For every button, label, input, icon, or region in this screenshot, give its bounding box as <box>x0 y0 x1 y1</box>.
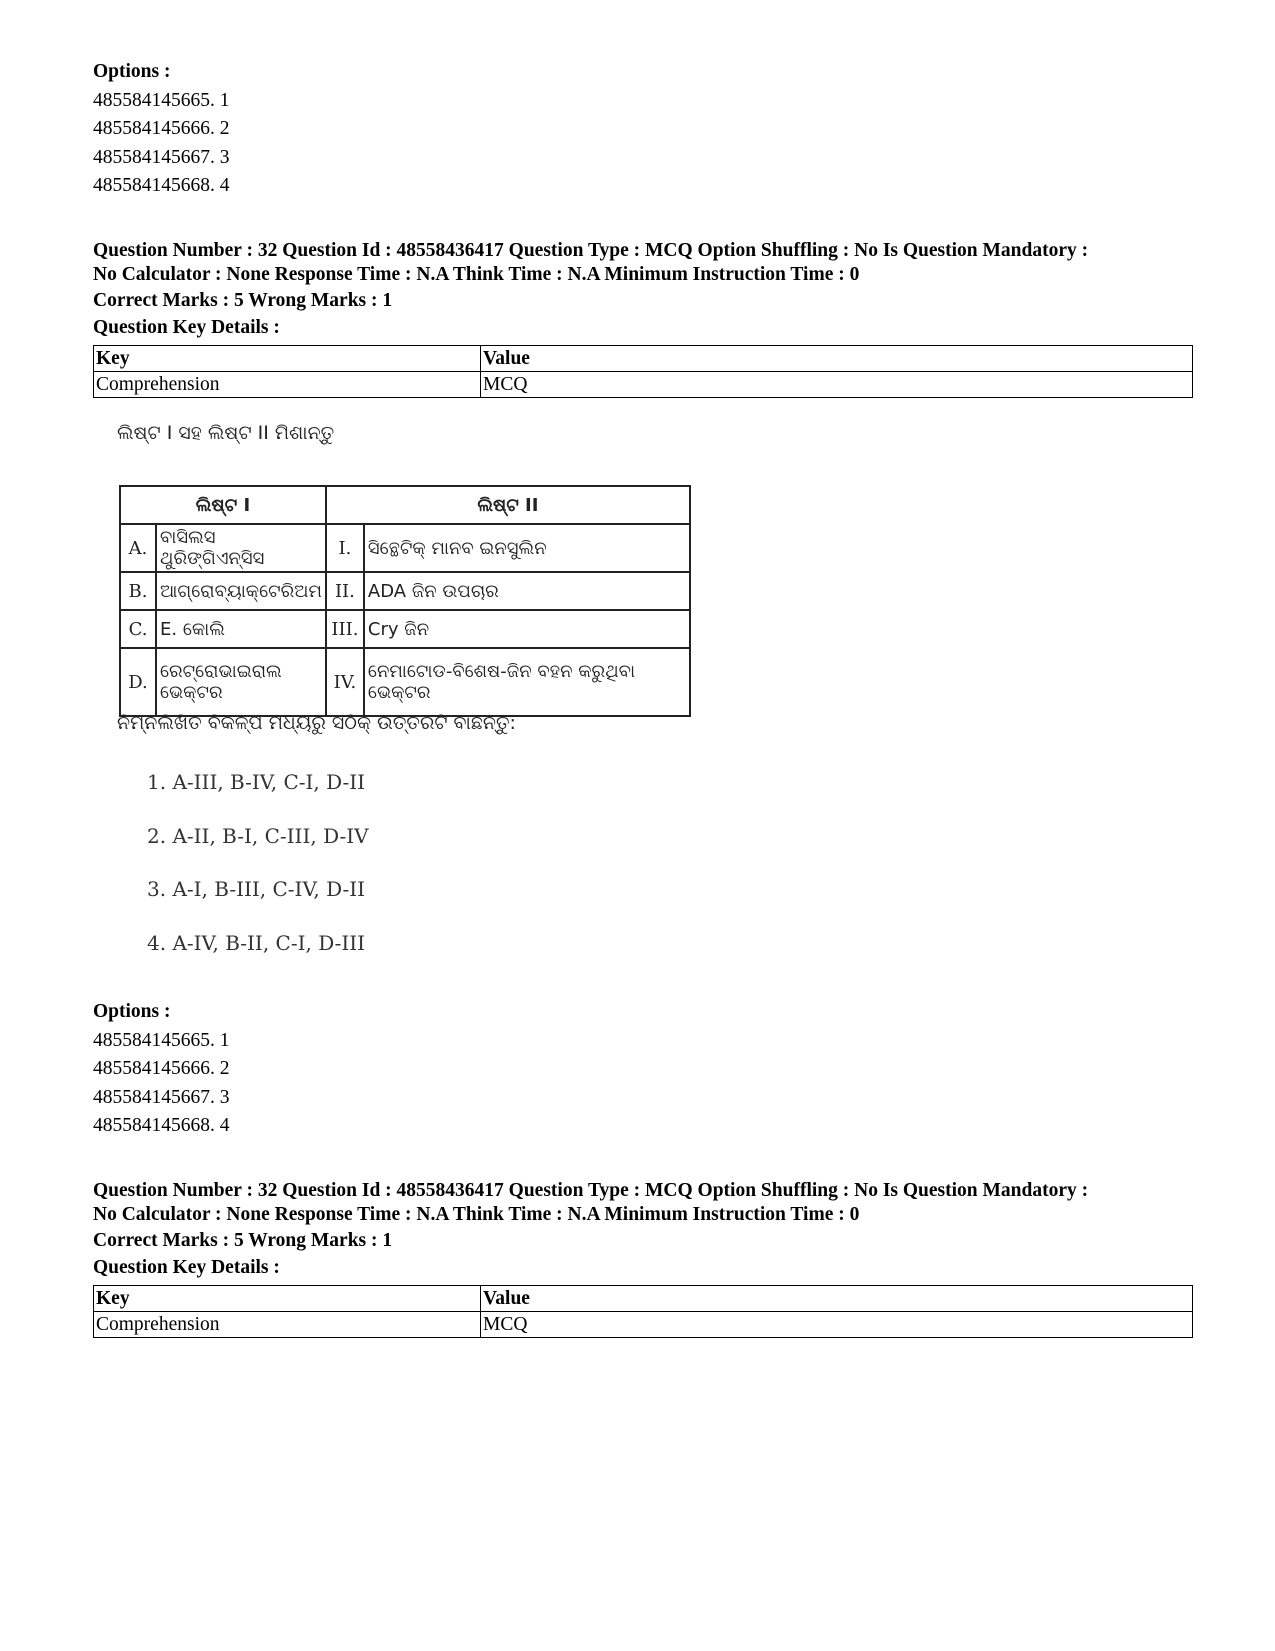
list-2-numeral: III. <box>326 610 364 648</box>
question-block <box>93 239 1193 1141</box>
match-table <box>119 485 691 717</box>
table-row <box>120 610 690 648</box>
list-2-item: ADA ଜିନ ଉପଚାର <box>364 572 690 610</box>
question-meta-line-1: Question Number : 32 Question Id : 48558436417 Question Type : MCQ Option Shuffling : No Is Question Mandatory : <box>93 239 1089 261</box>
option-item: 485584145665. 1 <box>93 1029 230 1051</box>
table-row <box>94 1286 1193 1312</box>
list-2-item: ସିନ୍ଥେଟିକ୍ ମାନବ ଇନସୁଲିନ <box>364 524 690 572</box>
table-row <box>120 486 690 524</box>
option-item: 485584145668. 4 <box>93 1115 230 1136</box>
marks-line: Correct Marks : 5 Wrong Marks : 1 <box>93 1229 393 1251</box>
table-row <box>94 1312 1193 1338</box>
list-2-numeral: II. <box>326 572 364 610</box>
value-cell: MCQ <box>481 372 1193 398</box>
options-list <box>93 1027 1193 1141</box>
key-header: Key <box>94 1286 481 1312</box>
value-header: Value <box>481 346 1193 372</box>
list-1-letter: B. <box>120 572 156 610</box>
options-list <box>93 87 1193 201</box>
options-label: Options : <box>93 61 171 82</box>
answer-choice: 4. A-IV, B-II, C-I, D-III <box>147 930 366 955</box>
option-item: 485584145667. 3 <box>93 146 230 168</box>
list-2-numeral: I. <box>326 524 364 572</box>
list-1-letter: A. <box>120 524 156 572</box>
list-2-header: ଲିଷ୍ଟ II <box>326 486 690 524</box>
marks-line: Correct Marks : 5 Wrong Marks : 1 <box>93 289 393 311</box>
list-1-item: ବାସିଲସ ଥୁରିଙ୍ଗିଏନ୍ସିସ <box>156 524 326 572</box>
question-meta-line-2: No Calculator : None Response Time : N.A Think Time : N.A Minimum Instruction Time : 0 <box>93 263 860 285</box>
table-row <box>94 372 1193 398</box>
list-1-header: ଲିଷ୍ଟ I <box>120 486 326 524</box>
table-row <box>120 648 690 716</box>
question-block <box>93 1179 1193 1339</box>
question-meta-line-1: Question Number : 32 Question Id : 48558436417 Question Type : MCQ Option Shuffling : No Is Question Mandatory : <box>93 1179 1089 1201</box>
question-meta-line-2: No Calculator : None Response Time : N.A Think Time : N.A Minimum Instruction Time : 0 <box>93 1203 860 1225</box>
key-details-label: Question Key Details : <box>93 1257 280 1278</box>
option-item: 485584145666. 2 <box>93 118 230 139</box>
list-1-item: E. କୋଲି <box>156 610 326 648</box>
key-details-table <box>93 1285 1193 1338</box>
list-1-letter: C. <box>120 610 156 648</box>
value-cell: MCQ <box>481 1312 1193 1338</box>
option-item: 485584145665. 1 <box>93 89 230 111</box>
option-item: 485584145668. 4 <box>93 175 230 196</box>
question-instruction: ଲିଷ୍ଟ I ସହ ଲିଷ୍ଟ II ମିଶାନ୍ତୁ <box>117 422 335 444</box>
answer-instruction: ନିମ୍ନଲିଖିତ ବିକଳ୍ପ ମଧ୍ୟରୁ ସଠିକ୍ ଉତ୍ତରଟି ବାଛନ୍ତୁ: <box>117 712 516 734</box>
answer-choice: 2. A-II, B-I, C-III, D-IV <box>147 823 369 848</box>
key-cell: Comprehension <box>94 1312 481 1338</box>
options-label: Options : <box>93 1001 171 1022</box>
key-details-table <box>93 345 1193 398</box>
list-1-item: ରେଟ୍ରୋଭାଇରାଲ ଭେକ୍ଟର <box>156 648 326 716</box>
answer-choices <box>147 770 369 984</box>
table-row <box>120 572 690 610</box>
option-item: 485584145666. 2 <box>93 1058 230 1079</box>
answer-choice: 1. A-III, B-IV, C-I, D-II <box>147 770 366 794</box>
list-1-letter: D. <box>120 648 156 716</box>
table-row <box>94 346 1193 372</box>
key-header: Key <box>94 346 481 372</box>
document-page <box>93 58 1193 1338</box>
key-details-label: Question Key Details : <box>93 317 280 338</box>
answer-choice: 3. A-I, B-III, C-IV, D-II <box>147 877 366 901</box>
option-item: 485584145667. 3 <box>93 1086 230 1108</box>
list-2-numeral: IV. <box>326 648 364 716</box>
value-header: Value <box>481 1286 1193 1312</box>
key-cell: Comprehension <box>94 372 481 398</box>
list-2-item: ନେମାଟୋଡ-ବିଶେଷ-ଜିନ ବହନ କରୁଥିବା ଭେକ୍ଟର <box>364 648 690 716</box>
list-2-item: Cry ଜିନ <box>364 610 690 648</box>
table-row <box>120 524 690 572</box>
list-1-item: ଆଗ୍ରୋବ୍ୟାକ୍ଟେରିଅମ <box>156 572 326 610</box>
question-image <box>93 398 1193 998</box>
